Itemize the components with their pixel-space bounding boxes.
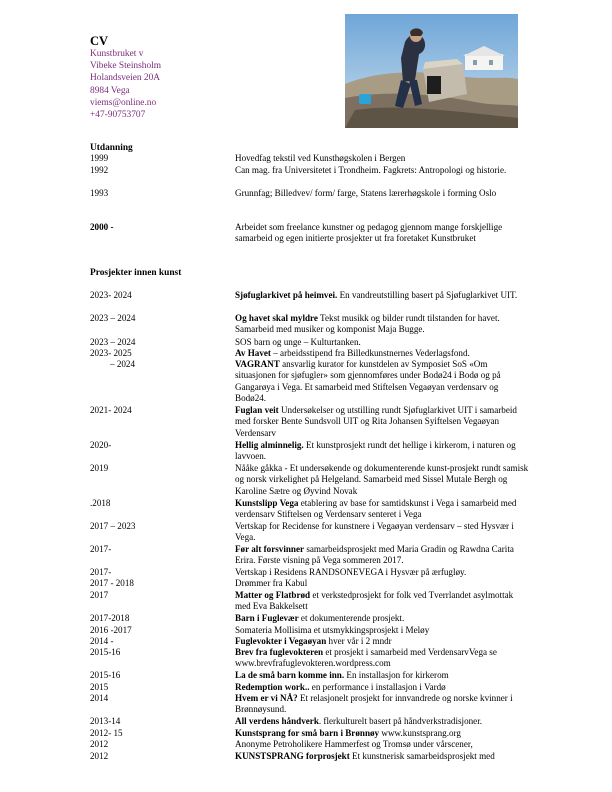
row-description <box>235 544 530 567</box>
project-title: VAGRANT <box>235 359 280 369</box>
row-date: 2015 <box>90 682 109 692</box>
row-description <box>235 313 530 336</box>
row-text: ansvarlig kurator for kunstdelen av Symposiet SoS «Om situasjonen for sjøfugler» som gjennomføres under Bodø24 i Bodø og på Gangarøya i Vega. Et samarbeid med Stiftelsen Vegaøyan verdensarv og Bodø24. <box>235 359 501 404</box>
row-date: 2017- <box>90 544 112 554</box>
row-description <box>235 337 530 348</box>
row-description <box>235 359 530 405</box>
project-title: Matter og Flatbrød <box>235 590 311 600</box>
row-description <box>235 498 530 521</box>
row-text: Undersøkelser og utstilling rundt Sjøfuglarkivet UIT i samarbeid med forsker Bente Sundsvoll UIT og Rita Johansen Syiftelsen Vegaøyan Verdensarv <box>235 405 517 438</box>
contact-line: Holandsveien 20A <box>90 73 161 84</box>
row-description <box>235 348 530 359</box>
row-date: 2012 <box>90 739 109 749</box>
row-text: hver vår i 2 mndr <box>326 636 392 646</box>
row-description <box>235 613 530 624</box>
row-date: 1992 <box>90 165 109 175</box>
row-date: – 2024 <box>110 359 136 369</box>
row-description <box>235 751 530 762</box>
row-date: 2017 - 2018 <box>90 578 134 588</box>
row-text: Somateria Mollisima et utsmykkingsprosjekt i Meløy <box>235 625 430 635</box>
row-text: www.kunstsprang.org <box>379 728 461 738</box>
row-date: 2023- 2025 <box>90 348 132 358</box>
project-title: La de små barn komme inn. <box>235 670 345 680</box>
row-description <box>235 670 530 681</box>
row-description <box>235 625 530 636</box>
row-text: Et relasjonelt prosjekt for innvandrede og norske kvinner i Brønnøysund. <box>235 693 513 715</box>
cv-title: CV <box>90 34 109 48</box>
row-text: – arbeidsstipend fra Billedkunstnernes Vederlagsfond. <box>270 348 470 358</box>
project-title: Fuglevokter i Vegaøyan <box>235 636 327 646</box>
project-title: Brev fra fuglevokteren <box>235 647 324 657</box>
row-text: Can mag. fra Universitetet i Trondheim. Fagkrets: Antropologi og historie. <box>235 165 507 175</box>
contact-line: Kunstbruket v <box>90 49 144 59</box>
row-text: Et kunstprosjekt rundt det hellige i kirkerom, i naturen og lavvoen. <box>235 440 516 462</box>
row-date: 1999 <box>90 153 109 163</box>
project-title: Sjøfuglarkivet på heimvei. <box>235 290 338 300</box>
row-text: en performance i installasjon i Vardø <box>309 682 446 692</box>
project-title: All verdens håndverk <box>235 716 319 726</box>
row-text: Tekst musikk og bilder rundt tilstanden for havet. Samarbeid med musiker og komponist Maja Bugge. <box>235 313 500 335</box>
row-date: 2023- 2024 <box>90 290 132 300</box>
row-description <box>235 463 530 497</box>
row-date: 2016 -2017 <box>90 625 132 635</box>
row-description <box>235 590 530 613</box>
row-date: 2013-14 <box>90 716 121 726</box>
row-date: 1993 <box>90 188 109 198</box>
contact-line: Vibeke Steinsholm <box>90 61 162 72</box>
project-title: Og havet skal myldre <box>235 313 318 323</box>
row-date: 2015-16 <box>90 647 121 657</box>
row-date: 2014 <box>90 693 109 703</box>
row-description <box>235 440 530 463</box>
row-description <box>235 153 530 164</box>
contact-line: 8984 Vega <box>90 85 130 96</box>
row-description <box>235 290 530 301</box>
row-description <box>235 739 530 750</box>
row-description <box>235 636 530 647</box>
row-text: et prosjekt i samarbeid med VerdensarvVega se www.brevfrafuglevokteren.wordpress.com <box>235 647 497 669</box>
row-description <box>235 405 530 439</box>
row-description <box>235 682 530 693</box>
row-date: 2000 - <box>90 222 114 232</box>
row-date: 2020- <box>90 440 112 450</box>
row-text: Grunnfag; Billedvev/ form/ farge, Statens lærerhøgskole i forming Oslo <box>235 188 497 198</box>
row-text: Vertskap for Recidense for kunstnere i Vegaøyan verdensarv – sted Hysvær i Vega. <box>235 521 514 543</box>
row-text: Drømmer fra Kabul <box>235 578 308 588</box>
row-date: .2018 <box>90 498 111 508</box>
row-text: En vandreutstilling basert på Sjøfuglarkivet UIT. <box>337 290 518 300</box>
row-date: 2015-16 <box>90 670 121 680</box>
row-description <box>235 578 530 589</box>
project-title: Av Havet <box>235 348 271 358</box>
contact-phone: +47-90753707 <box>90 110 146 121</box>
artist-photo <box>345 14 518 128</box>
row-description <box>235 693 530 716</box>
row-description <box>235 647 530 670</box>
project-title: Kunstslipp Vega <box>235 498 299 508</box>
row-text: En installasjon for kirkerom <box>344 670 449 680</box>
row-description <box>235 165 530 176</box>
row-date: 2017- <box>90 567 112 577</box>
project-title: Barn i Fuglevær <box>235 613 299 623</box>
row-date: 2014 - <box>90 636 114 646</box>
row-description <box>235 716 530 727</box>
row-text: SOS barn og unge – Kulturtanken. <box>235 337 361 347</box>
contact-block <box>90 48 161 121</box>
row-description <box>235 188 530 199</box>
row-date: 2012 <box>90 751 109 761</box>
row-text: et verkstedprosjekt for folk ved Tverrlandet asylmottak med Eva Bakkelsett <box>235 590 514 612</box>
project-title: Hellig alminnelig. <box>235 440 304 450</box>
row-text: Vertskap i Residens RANDSONEVEGA i Hysvær på ærfugløy. <box>235 567 467 577</box>
contact-email: viems@online.no <box>90 97 157 108</box>
project-title: Redemption work.. <box>235 682 310 692</box>
row-date: 2023 – 2024 <box>90 313 136 323</box>
row-date: 2019 <box>90 463 109 473</box>
row-date: 2023 – 2024 <box>90 337 136 347</box>
row-text: etablering av base for samtidskunst i Vega i samarbeid med verdensarv Stiftelsen og Verdensarv senteret i Vega <box>235 498 517 520</box>
row-description <box>235 728 530 739</box>
row-text: Arbeidet som freelance kunstner og pedagog gjennom mange forskjellige samarbeid og egen initierte prosjekter ut fra foretaket Kunstbruket <box>235 222 503 244</box>
row-description <box>235 567 530 578</box>
row-text: Anonyme Petroholikere Hammerfest og Tromsø under vårscener, <box>235 739 473 749</box>
row-date: 2017-2018 <box>90 613 130 623</box>
projects-heading: Prosjekter innen kunst <box>90 268 182 278</box>
project-title: Kunstsprang for små barn i Brønnøy <box>235 728 380 738</box>
row-text: Et kunstnerisk samarbeidsprosjekt med <box>349 751 495 761</box>
row-description <box>235 521 530 544</box>
row-date: 2017 <box>90 590 109 600</box>
education-heading: Utdanning <box>90 143 133 153</box>
row-text: et dokumenterende prosjekt. <box>298 613 405 623</box>
row-date: 2012- 15 <box>90 728 123 738</box>
project-title: Før alt forsvinner <box>235 544 305 554</box>
project-title: Fuglan veit <box>235 405 279 415</box>
row-text: samarbeidsprosjekt med Maria Gradin og Rawdna Carita Erira. Første visning på Vega sommeren 2017. <box>235 544 514 566</box>
row-text: Nååke gåkka - Et undersøkende og dokumenterende kunst-prosjekt rundt samisk og norsk virkelighet på Helgeland. Samarbeid med Sissel Mutale Bergh og Karoline Sætre og Øyvind Novak <box>235 463 529 496</box>
project-title: KUNSTSPRANG forprosjekt <box>235 751 350 761</box>
row-text: . flerkulturelt basert på håndverkstradisjoner. <box>318 716 483 726</box>
row-text: Hovedfag tekstil ved Kunsthøgskolen i Bergen <box>235 153 406 163</box>
row-description <box>235 222 530 245</box>
project-title: Hvem er vi NÅ? <box>235 693 298 703</box>
row-date: 2017 – 2023 <box>90 521 136 531</box>
row-date: 2021- 2024 <box>90 405 132 415</box>
